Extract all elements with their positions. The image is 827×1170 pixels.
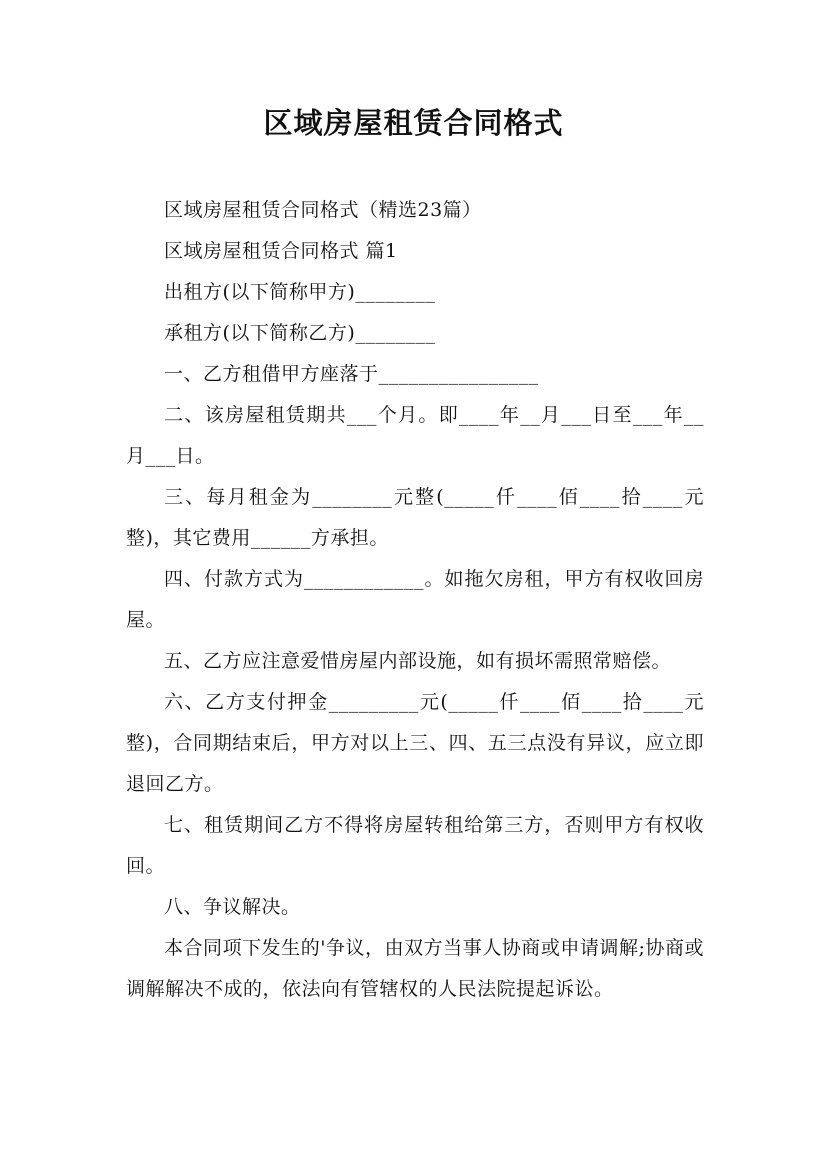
paragraph-clause-5: 五、乙方应注意爱惜房屋内部设施，如有损坏需照常赔偿。 (164, 650, 672, 672)
paragraph-section-heading: 区域房屋租赁合同格式 篇1 (164, 240, 398, 262)
paragraph-lessor: 出租方(以下简称甲方)________ (164, 281, 436, 303)
document-body (126, 190, 704, 1010)
paragraph-clause-7: 七、租赁期间乙方不得将房屋转租给第三方，否则甲方有权收回。 (126, 814, 704, 877)
document-title: 区域房屋租赁合同格式 (263, 106, 564, 140)
paragraph-clause-3: 三、每月租金为________元整(_____仟____佰____拾____元整)，其它费用______方承担。 (126, 486, 704, 549)
paragraph-dispute-resolution: 本合同项下发生的'争议，由双方当事人协商或申请调解;协商或调解解决不成的，依法向有管辖权的人民法院提起诉讼。 (126, 937, 704, 1000)
paragraph-clause-8: 八、争议解决。 (164, 896, 301, 918)
paragraph-clause-6: 六、乙方支付押金_________元(_____仟____佰____拾____元整)，合同期结束后，甲方对以上三、四、五三点没有异议，应立即退回乙方。 (126, 691, 704, 795)
paragraph-lessee: 承租方(以下简称乙方)________ (164, 322, 436, 344)
paragraph-clause-4: 四、付款方式为____________。如拖欠房租，甲方有权收回房屋。 (126, 568, 704, 631)
paragraph-clause-2: 二、该房屋租赁期共___个月。即____年__月___日至___年__月___日。 (126, 404, 704, 467)
paragraph-subtitle: 区域房屋租赁合同格式（精选23篇） (164, 199, 482, 221)
paragraph-clause-1: 一、乙方租借甲方座落于________________ (164, 363, 539, 385)
